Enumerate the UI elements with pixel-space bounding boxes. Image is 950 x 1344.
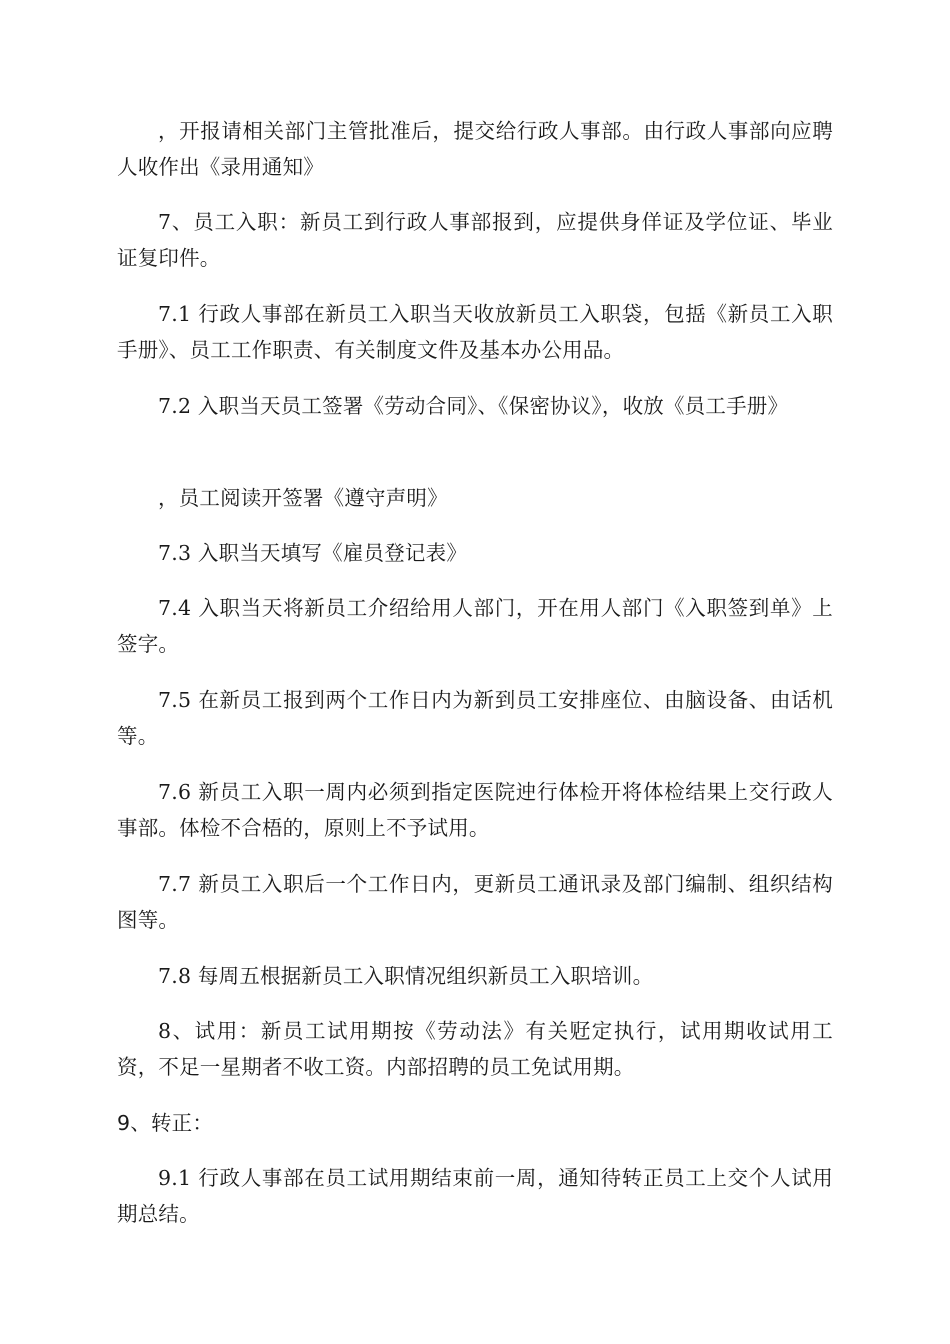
paragraph-probation: 8、试用：新员工试用期按《劳动法》有关觃定执行，试用期收试用工资，不足一星期者不收工资。内部招聘的员工免试用期。 bbox=[117, 1019, 833, 1079]
paragraph-7-6: 7.6 新员工入职一周内必须到指定医院迚行体检开将体检结果上交行政人事部。体检不合梧的，原则上不予试用。 bbox=[117, 780, 833, 840]
paragraph-7-4: 7.4 入职当天将新员工介绍给用人部门，开在用人部门《入职签到单》上签字。 bbox=[117, 596, 833, 656]
paragraph-7-3: 7.3 入职当天填写《雇员登记表》 bbox=[158, 541, 468, 565]
paragraph-7-7: 7.7 新员工入职后一个工作日内，更新员工通讯录及部门编制、组织结构图等。 bbox=[117, 872, 833, 932]
paragraph-9-1: 9.1 行政人事部在员工试用期结束前一周，通知待转正员工上交个人试用期总结。 bbox=[117, 1166, 833, 1226]
paragraph-onboarding: 7、员工入职：新员工到行政人事部报到，应提供身佯证及学位证、毕业证复印件。 bbox=[117, 210, 833, 270]
paragraph-7-5: 7.5 在新员工报到两个工作日内为新到员工安排座位、由脑设备、由话机等。 bbox=[117, 688, 833, 748]
paragraph-7-2: 7.2 入职当天员工签署《劳动合同》、《保密协议》，收放《员工手册》 bbox=[158, 394, 789, 418]
paragraph-hiring-approval: ，开报请相关部门主管批准后，提交给行政人事部。由行政人事部向应聘人收作出《录用通知》 bbox=[117, 119, 833, 179]
paragraph-7-2-continued: ，员工阅读开签署《遵守声明》 bbox=[158, 486, 448, 510]
paragraph-7-8: 7.8 每周五根据新员工入职情况组织新员工入职培训。 bbox=[158, 964, 654, 988]
paragraph-7-1: 7.1 行政人事部在新员工入职当天收放新员工入职袋，包捳《新员工入职手册》、员工工作职责、有关制度文件及基本办公用品。 bbox=[117, 302, 833, 362]
section-heading-confirmation: 9、转正： bbox=[117, 1111, 214, 1135]
